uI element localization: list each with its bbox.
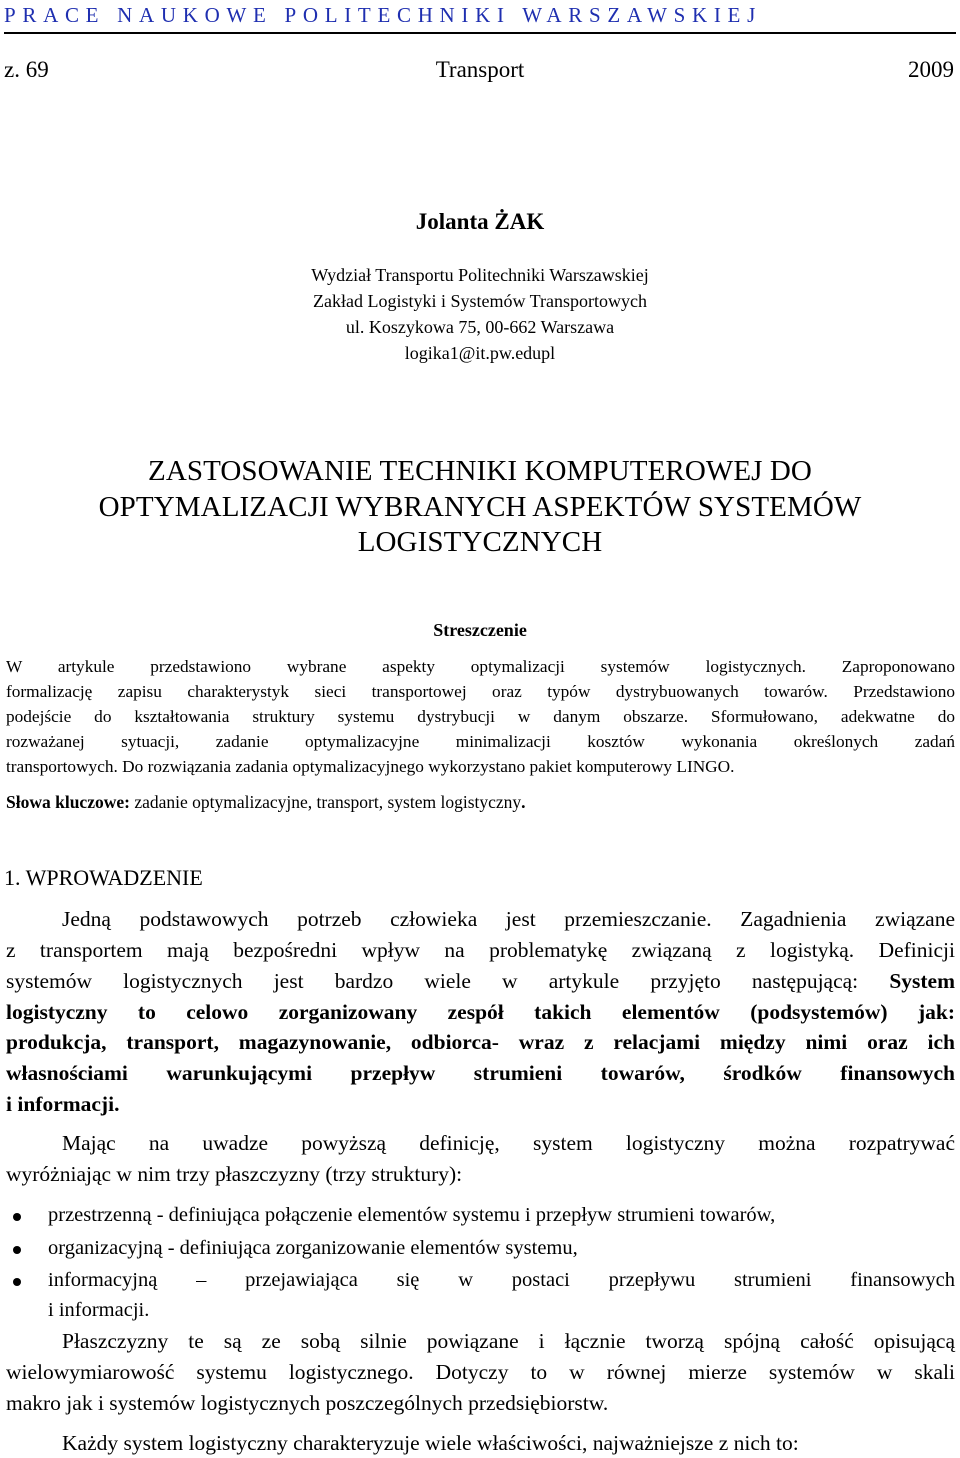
keywords-end: . [521, 792, 526, 812]
bullet-item: przestrzenną - definiująca połączenie elementów systemu i przepływ strumieni towarów, [48, 1204, 776, 1226]
header-divider [4, 32, 956, 34]
body-paragraph-line: Mając na uwadze powyższą definicję, system logistyczny można rozpatrywać [62, 1131, 955, 1155]
definition-bold-line: logistyczny to celowo zorganizowany zespół takich elementów (podsystemów) jak: [6, 1000, 955, 1024]
body-paragraph-line: Jedną podstawowych potrzeb człowieka jest przemieszczanie. Zagadnienia związane [62, 907, 955, 931]
bullet-item: informacyjną – przejawiająca się w postaci przepływu strumieni finansowych [48, 1269, 955, 1291]
series-name: Transport [435, 57, 525, 82]
definition-bold-line: własnościami warunkującymi przepływ strumieni towarów, środków finansowych [6, 1061, 955, 1085]
definition-bold-line: i informacji. [6, 1092, 120, 1116]
section-heading: 1. WPROWADZENIE [4, 865, 203, 890]
abstract-line: formalizację zapisu charakterystyk sieci transportowej oraz typów dystrybuowanych towarów. Przedstawiono [6, 682, 955, 701]
abstract-line: transportowych. Do rozwiązania zadania optymalizacyjnego wykorzystano pakiet komputerowy LINGO. [6, 757, 735, 776]
affiliation-faculty: Wydział Transportu Politechniki Warszawskiej [311, 265, 649, 285]
definition-bold-run: System [889, 969, 955, 993]
body-paragraph-line: makro jak i systemów logistycznych poszczególnych przedsiębiorstw. [6, 1391, 609, 1415]
body-paragraph-line: Każdy system logistyczny charakteryzuje wiele właściwości, najważniejsze z nich to: [62, 1431, 799, 1455]
definition-bold-line: produkcja, transport, magazynowanie, odbiorca- wraz z relacjami między nimi oraz ich [6, 1030, 955, 1054]
author-name: Jolanta ŻAK [415, 209, 545, 234]
keywords-label: Słowa kluczowe: [6, 792, 130, 812]
paper-title-line: OPTYMALIZACJI WYBRANYCH ASPEKTÓW SYSTEMÓW [98, 491, 862, 523]
issue-number: z. 69 [4, 57, 49, 82]
affiliation-address: ul. Koszykowa 75, 00-662 Warszawa [345, 317, 615, 337]
bullet-icon [13, 1246, 21, 1254]
bullet-item-continuation: i informacji. [48, 1299, 150, 1321]
journal-title: PRACE NAUKOWE POLITECHNIKI WARSZAWSKIEJ [4, 3, 762, 27]
bullet-item: organizacyjną - definiująca zorganizowanie elementów systemu, [48, 1237, 578, 1259]
bullet-icon [13, 1278, 21, 1286]
body-paragraph-line [6, 966, 955, 996]
body-paragraph-line: z transportem mają bezpośredni wpływ na problematykę związaną z logistyką. Definicji [6, 938, 955, 962]
body-text-run: systemów logistycznych jest bardzo wiele w artykule przyjęto następującą: [6, 969, 890, 993]
keywords-text: zadanie optymalizacyjne, transport, system logistyczny [129, 792, 522, 812]
keywords [6, 790, 526, 814]
affiliation-department: Zakład Logistyki i Systemów Transportowych [313, 291, 647, 311]
publication-year: 2009 [908, 57, 954, 82]
abstract-line: W artykule przedstawiono wybrane aspekty optymalizacji systemów logistycznych. Zaproponowano [6, 657, 955, 676]
body-paragraph-line: wyróżniając w nim trzy płaszczyzny (trzy struktury): [6, 1162, 463, 1186]
abstract-line: rozważanej sytuacji, zadanie optymalizacyjne minimalizacji kosztów wykonania określonych zadań [6, 732, 955, 751]
paper-title-line: LOGISTYCZNYCH [357, 526, 603, 558]
abstract-line: podejście do kształtowania struktury systemu dystrybucji w danym obszarze. Sformułowano, adekwatne do [6, 707, 955, 726]
author-email: logika1@it.pw.edupl [404, 343, 556, 363]
body-paragraph-line: Płaszczyzny te są ze sobą silnie powiązane i łącznie tworzą spójną całość opisującą [62, 1329, 955, 1353]
abstract-heading: Streszczenie [433, 620, 527, 640]
body-paragraph-line: wielowymiarowość systemu logistycznego. Dotyczy to w równej mierze systemów w skali [6, 1360, 955, 1384]
bullet-icon [13, 1213, 21, 1221]
paper-title-line: ZASTOSOWANIE TECHNIKI KOMPUTEROWEJ DO [148, 455, 812, 487]
